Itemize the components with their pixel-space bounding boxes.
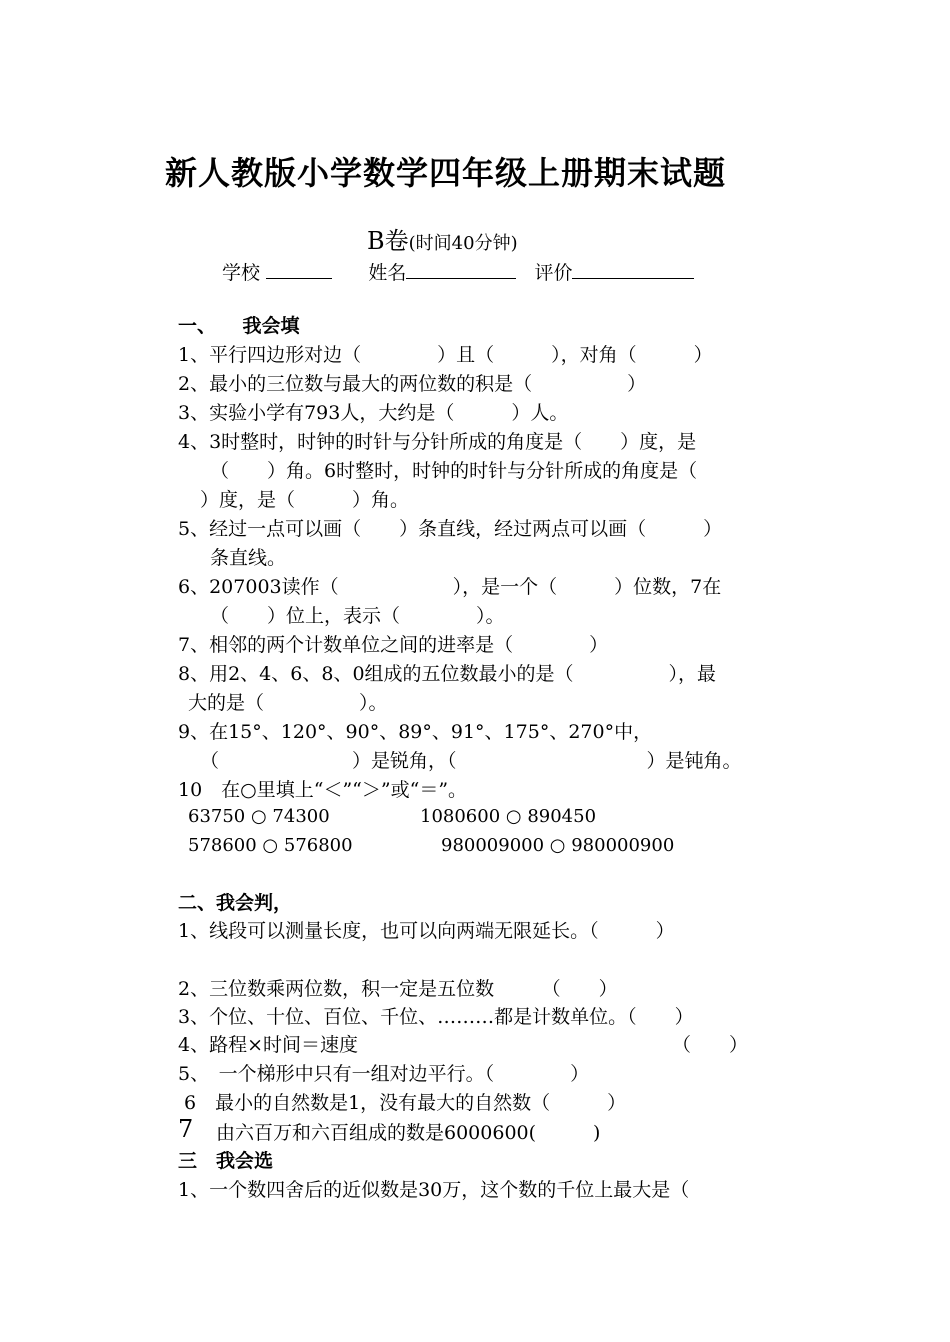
s2-line-7: 由六百万和六百组成的数是6000600( )	[216, 1122, 601, 1144]
s2-line-2: 2、三位数乘两位数，积一定是五位数 （ ）	[178, 978, 618, 1000]
school-blank[interactable]	[266, 258, 332, 279]
page-title: 新人教版小学数学四年级上册期末试题	[165, 154, 727, 192]
s2-line-1: 1、线段可以测量长度，也可以向两端无限延长。（ ）	[178, 920, 675, 942]
s1-line-7: 5、经过一点可以画（ ）条直线，经过两点可以画（ ）	[178, 518, 723, 540]
score-blank[interactable]	[572, 258, 694, 279]
time-limit: (时间40分钟)	[408, 233, 518, 254]
info-row	[222, 258, 694, 286]
compare-2-left: 578600 ○ 576800	[188, 835, 353, 856]
s1-line-15: （ ）是锐角，（ ）是钝角。	[200, 750, 742, 772]
s2-line-4-blank: （ ）	[672, 1034, 749, 1056]
s1-line-11: 7、相邻的两个计数单位之间的进率是（ ）	[178, 634, 609, 656]
score-label: 评价	[534, 262, 573, 284]
s1-line-12: 8、用2、4、6、8、0组成的五位数最小的是（ ），最	[178, 663, 717, 685]
compare-1-right: 1080600 ○ 890450	[420, 806, 597, 827]
paper-label: B卷	[367, 227, 409, 255]
s1-line-5: （ ）角。6时整时，时钟的时针与分针所成的角度是（	[210, 460, 698, 482]
s1-line-3: 3、实验小学有793人，大约是（ ）人。	[178, 402, 569, 424]
s2-line-6: 6 最小的自然数是1，没有最大的自然数（ ）	[184, 1092, 627, 1114]
school-label: 学校	[222, 262, 261, 284]
section2-heading: 二、我会判，	[178, 892, 293, 914]
section3-heading: 三 我会选	[178, 1150, 274, 1172]
s1-line-16: 10 在○里填上“＜”“＞”或“＝”。	[178, 779, 468, 801]
s1-line-2: 2、最小的三位数与最大的两位数的积是（ ）	[178, 373, 647, 395]
s1-line-1: 1、平行四边形对边（ ）且（ ），对角（ ）	[178, 344, 713, 366]
paper-subtitle	[367, 228, 518, 257]
s1-line-14: 9、在15°、120°、90°、89°、91°、175°、270°中，	[178, 721, 653, 743]
compare-2-right: 980009000 ○ 980000900	[441, 835, 675, 856]
s1-line-9: 6、207003读作（ ），是一个（ ）位数，7在	[178, 576, 722, 598]
s2-line-5: 5、 一个梯形中只有一组对边平行。（ ）	[178, 1063, 590, 1085]
name-label: 姓名	[368, 262, 407, 284]
s2-line-7-num: 7	[178, 1115, 194, 1143]
compare-1-left: 63750 ○ 74300	[188, 806, 330, 827]
name-blank[interactable]	[406, 258, 516, 279]
s1-line-6: ）度，是（ ）角。	[200, 489, 410, 511]
s3-line-1: 1、一个数四舍后的近似数是30万，这个数的千位上最大是（	[178, 1179, 690, 1201]
section1-heading: 一、 我会填	[178, 315, 300, 337]
s1-line-13: 大的是（ ）。	[188, 692, 388, 714]
s1-line-8: 条直线。	[210, 547, 287, 569]
s2-line-4: 4、路程×时间＝速度	[178, 1034, 359, 1056]
s2-line-3: 3、个位、十位、百位、千位、………都是计数单位。（ ）	[178, 1006, 694, 1028]
s1-line-4: 4、3时整时，时钟的时针与分针所成的角度是（ ）度，是	[178, 431, 697, 453]
s1-line-10: （ ）位上，表示（ ）。	[210, 605, 505, 627]
